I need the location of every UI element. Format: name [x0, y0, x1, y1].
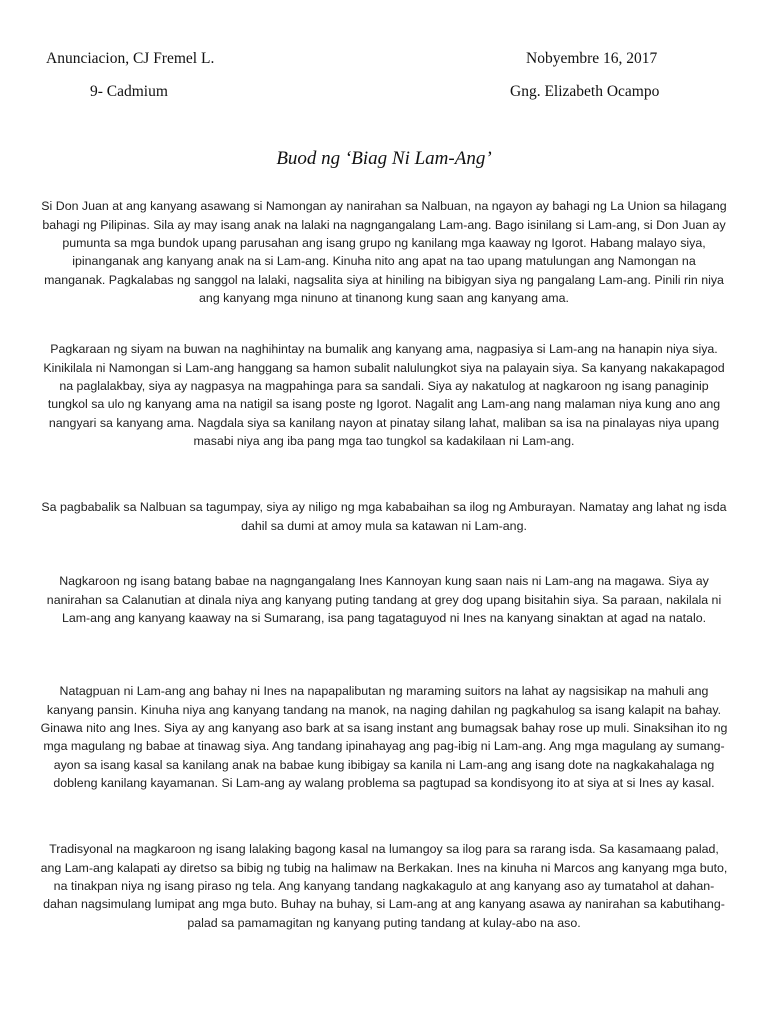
- paragraph: Si Don Juan at ang kanyang asawang si Namongan ay nanirahan sa Nalbuan, na ngayon ay bahagi ng La Union sa hilagang bahagi ng Pilipinas. Sila ay may isang anak na lalaki na nagngangalang Lam-ang. Bago isinilang si Lam-ang, si Don Juan ay pumunta sa mga bundok upang parusahan ang isang grupo ng kanilang mga kaaway ng Igorot. Habang malayo siya, ipinanganak ang kanyang anak na si Lam-ang. Kinuha nito ang apat na tao upang matulungan ang Namongan na manganak. Pagkalabas ng sanggol na lalaki, nagsalita siya at hiniling na bibigyan siya ng pangalang Lam-ang. Pinili rin niya ang kanyang mga ninuno at tinanong kung saan ang kanyang ama.: [41, 199, 727, 305]
- paragraph: Sa pagbabalik sa Nalbuan sa tagumpay, siya ay niligo ng mga kababaihan sa ilog ng Amburayan. Namatay ang lahat ng isda dahil sa dumi at amoy mula sa katawan ni Lam-ang.: [41, 500, 727, 533]
- paragraph: Natagpuan ni Lam-ang ang bahay ni Ines na napapalibutan ng maraming suitors na lahat ay nagsisikap na mahuli ang kanyang pansin. Kinuha niya ang kanyang tandang na manok, na naging dahilan ng pagkahulog sa isang kalapit na bahay. Ginawa nito ang Ines. Siya ay ang kanyang aso bark at sa isang instant ang bumagsak bahay rose up muli. Sinaksihan ito ng mga magulang ng babae at tinawag siya. Ang tandang ipinahayag ang pag-ibig ni Lam-ang. Ang mga magulang ay sumang-ayon sa isang kasal sa kanilang anak na babae kung ibibigay sa kanila ni Lam-ang ang isang dote na nagkakahalaga ng dobleng kanilang kayamanan. Si Lam-ang ay walang problema sa pagtupad sa kondisyong ito at siya at si Ines ay kasal.: [40, 684, 728, 790]
- paragraph: Tradisyonal na magkaroon ng isang lalaking bagong kasal na lumangoy sa ilog para sa rarang isda. Sa kasamaang palad, ang Lam-ang kalapati ay diretso sa bibig ng tubig na halimaw na Berkakan. Ines na kinuha ni Marcos ang kanyang mga buto, na tinakpan niya ng isang piraso ng tela. Ang kanyang tandang nagkakagulo at ang kanyang aso ay tumatahol at dahan-dahan nagsimulang lumipat ang mga buto. Buhay na buhay, si Lam-ang at ang kanyang asawa ay nanirahan sa kabutihang-palad sa pamamagitan ng kanyang puting tandang at kulay-abo na aso.: [40, 842, 728, 930]
- document-date: Nobyembre 16, 2017: [526, 50, 658, 67]
- student-name: Anunciacion, CJ Fremel L.: [46, 50, 215, 67]
- class-section: 9- Cadmium: [90, 83, 168, 100]
- document-title: Buod ng ‘Biag Ni Lam-Ang’: [276, 148, 492, 169]
- paragraph: Nagkaroon ng isang batang babae na nagngangalang Ines Kannoyan kung saan nais ni Lam-ang na magawa. Siya ay nanirahan sa Calanutian at dinala niya ang kanyang puting tandang at grey dog upang bisitahin siya. Sa paraan, nakilala ni Lam-ang ang kanyang kaaway na si Sumarang, isa pang tagataguyod ni Ines na kanyang sinaktan at agad na natalo.: [46, 574, 722, 625]
- teacher-name: Gng. Elizabeth Ocampo: [510, 83, 660, 100]
- paragraph: Pagkaraan ng siyam na buwan na naghihintay na bumalik ang kanyang ama, nagpasiya si Lam-ang na hanapin niya siya. Kinikilala ni Namongan si Lam-ang hanggang sa hamon subalit nalulungkot siya na palayain siya. Sa kanyang nakakapagod na paglalakbay, siya ay nagpasya na magpahinga para sa sandali. Siya ay nakatulog at nagkaroon ng isang panaginip tungkol sa ulo ng kanyang ama na natigil sa isang poste ng Igorot. Nagalit ang Lam-ang nang malaman niya kung ano ang nangyari sa kanyang ama. Nagdala siya sa kanilang nayon at pinatay silang lahat, maliban sa isa na pinalayas niya upang masabi niya ang iba pang mga tao tungkol sa kadakilaan ni Lam-ang.: [43, 342, 725, 448]
